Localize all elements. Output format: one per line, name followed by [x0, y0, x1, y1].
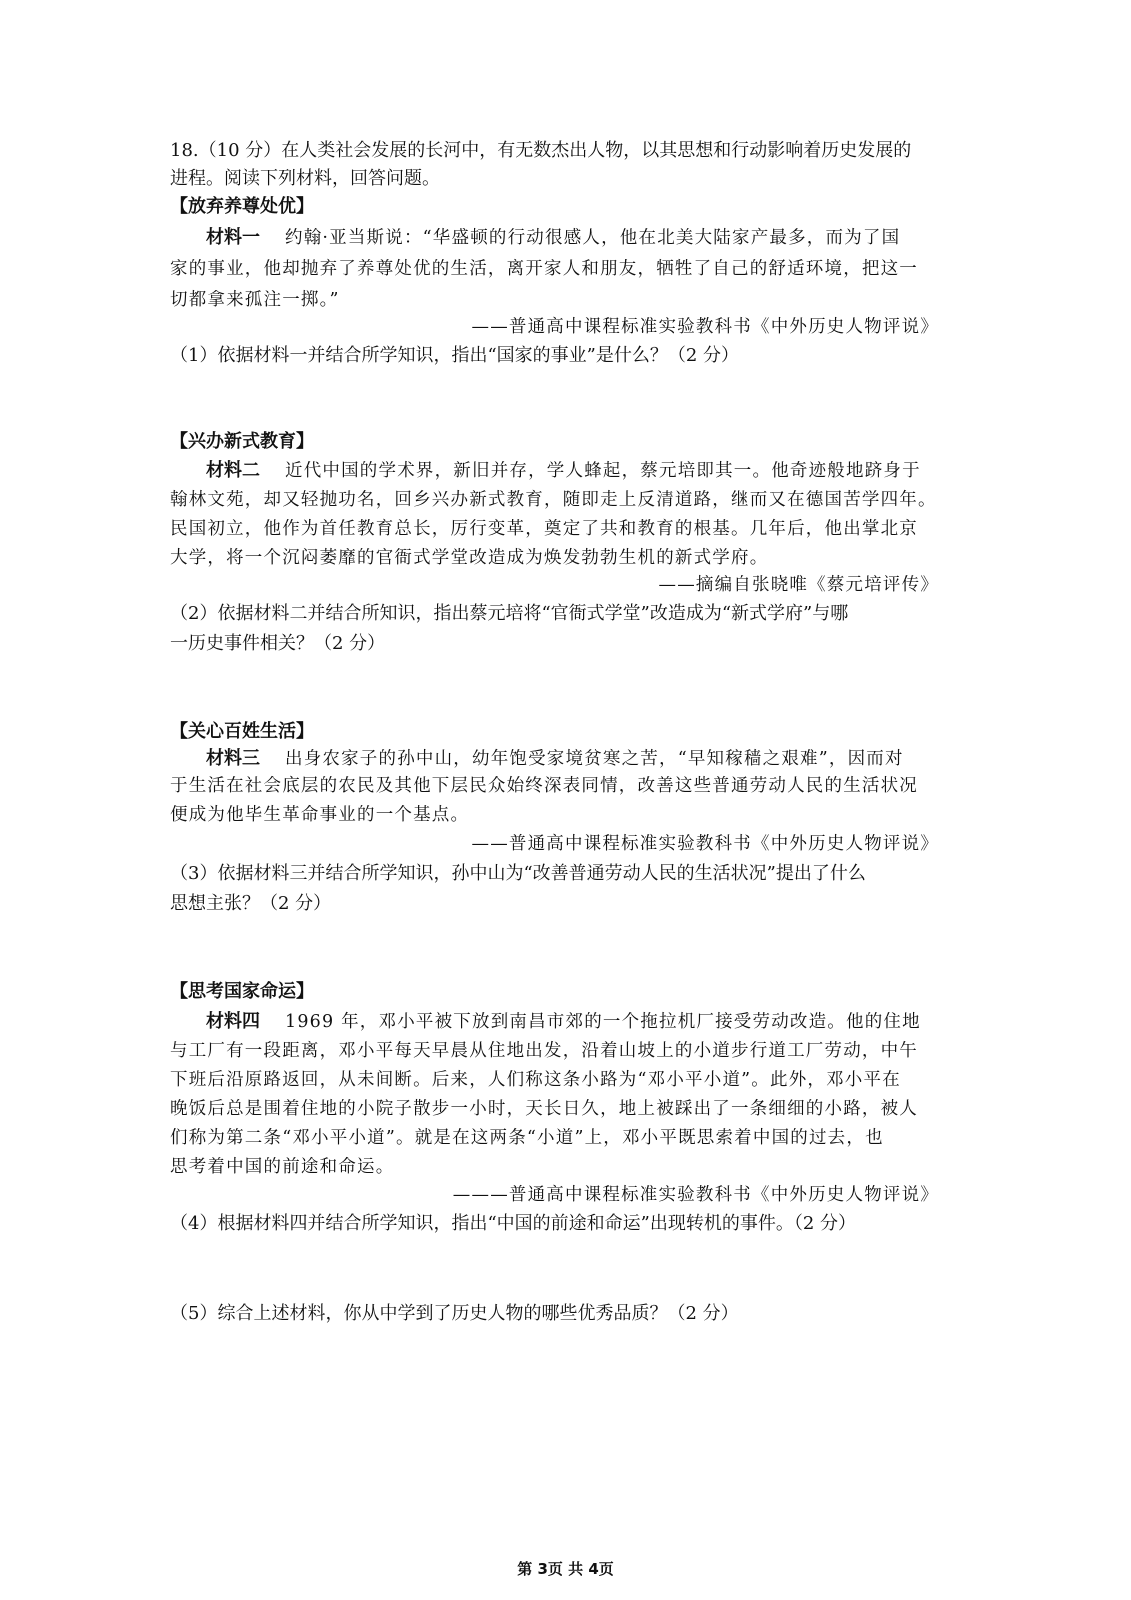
- section-heading: 【关心百姓生活】: [170, 721, 314, 742]
- sub-question-4: （4）根据材料四并结合所学知识，指出“中国的前途和命运”出现转机的事件。（2 分）: [170, 1213, 857, 1234]
- material-label: 材料二: [206, 460, 260, 481]
- material-text-line: 约翰·亚当斯说：“华盛顿的行动很感人，他在北美大陆家产最多，而为了国: [285, 228, 901, 248]
- sub-question-3-line-2: 思想主张？（2 分）: [170, 893, 332, 914]
- material-text-line: 切都拿来孤注一掷。”: [170, 290, 340, 310]
- material-text-line: 于生活在社会底层的农民及其他下层民众始终深表同情，改善这些普通劳动人民的生活状况: [170, 776, 918, 796]
- question-stem-line-1: 18.（10 分）在人类社会发展的长河中，有无数杰出人物，以其思想和行动影响着历史发展的: [170, 140, 912, 161]
- section-heading: 【兴办新式教育】: [170, 431, 314, 452]
- sub-question-2-line-1: （2）依据材料二并结合所知识，指出蔡元培将“官衙式学堂”改造成为“新式学府”与哪: [170, 603, 849, 624]
- material-label: 材料一: [206, 227, 260, 248]
- material-text-line: 近代中国的学术界，新旧并存，学人蜂起，蔡元培即其一。他奇迹般地跻身于: [285, 461, 921, 481]
- material-text-line: 大学，将一个沉闷萎靡的官衙式学堂改造成为焕发勃勃生机的新式学府。: [170, 548, 769, 568]
- page-number: 第 3页 共 4页: [517, 1560, 614, 1578]
- material-source: ———普通高中课程标准实验教科书《中外历史人物评说》: [452, 1185, 939, 1205]
- material-text-line: 出身农家子的孙中山，幼年饱受家境贫寒之苦，“早知稼穑之艰难”，因而对: [285, 749, 904, 769]
- material-text-line: 们称为第二条“邓小平小道”。就是在这两条“小道”上，邓小平既思索着中国的过去，也: [170, 1128, 884, 1148]
- material-source: ——普通高中课程标准实验教科书《中外历史人物评说》: [471, 834, 939, 854]
- section-heading: 【思考国家命运】: [170, 981, 314, 1002]
- material-text-line: 民国初立，他作为首任教育总长，厉行变革，奠定了共和教育的根基。几年后，他出掌北京: [170, 519, 918, 539]
- sub-question-5: （5）综合上述材料，你从中学到了历史人物的哪些优秀品质？（2 分）: [170, 1303, 739, 1324]
- sub-question-2-line-2: 一历史事件相关？（2 分）: [170, 633, 386, 654]
- sub-question-3-line-1: （3）依据材料三并结合所学知识，孙中山为“改善普通劳动人民的生活状况”提出了什么: [170, 863, 866, 884]
- question-stem-line-2: 进程。阅读下列材料，回答问题。: [170, 168, 440, 189]
- sub-question-1: （1）依据材料一并结合所学知识，指出“国家的事业”是什么？（2 分）: [170, 345, 740, 366]
- material-text-line: 与工厂有一段距离，邓小平每天早晨从住地出发，沿着山坡上的小道步行道工厂劳动，中午: [170, 1041, 918, 1061]
- material-text-line: 翰林文苑，却又轻抛功名，回乡兴办新式教育，随即走上反清道路，继而又在德国苦学四年。: [170, 490, 937, 510]
- material-source: ——普通高中课程标准实验教科书《中外历史人物评说》: [471, 317, 939, 337]
- material-label: 材料三: [206, 748, 260, 769]
- material-text-line: 思考着中国的前途和命运。: [170, 1157, 395, 1177]
- material-source: ——摘编自张晓唯《蔡元培评传》: [658, 575, 939, 595]
- section-heading: 【放弃养尊处优】: [170, 196, 314, 217]
- material-text-line: 下班后沿原路返回，从未间断。后来，人们称这条小路为“邓小平小道”。此外，邓小平在: [170, 1070, 901, 1090]
- material-text-line: 便成为他毕生革命事业的一个基点。: [170, 805, 470, 825]
- material-label: 材料四: [206, 1011, 260, 1032]
- material-text-line: 家的事业，他却抛弃了养尊处优的生活，离开家人和朋友，牺牲了自己的舒适环境，把这一: [170, 259, 918, 279]
- material-text-line: 1969 年，邓小平被下放到南昌市郊的一个拖拉机厂接受劳动改造。他的住地: [285, 1012, 921, 1032]
- material-text-line: 晚饭后总是围着住地的小院子散步一小时，天长日久，地上被踩出了一条细细的小路，被人: [170, 1099, 918, 1119]
